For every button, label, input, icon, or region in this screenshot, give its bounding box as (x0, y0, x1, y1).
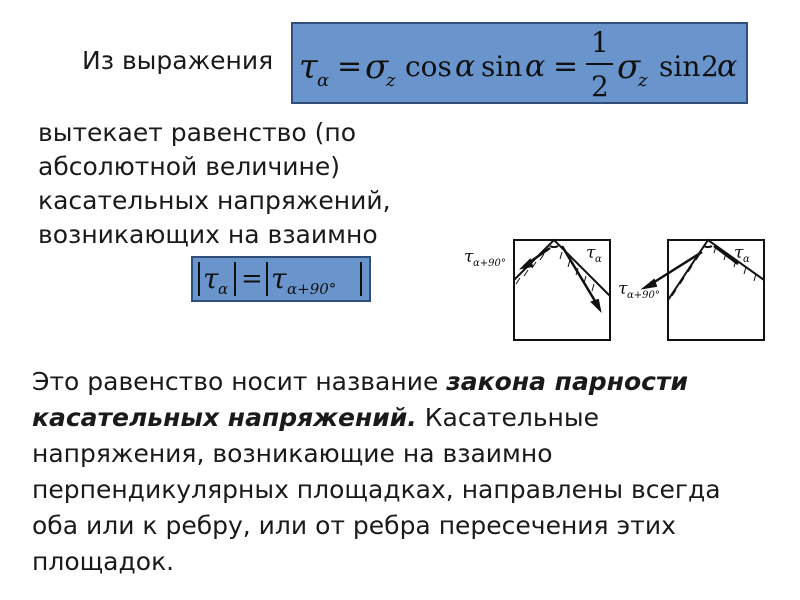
formula-tau: τ (203, 262, 219, 295)
left-hatching (516, 252, 594, 291)
formula-sigma: σ (617, 47, 641, 87)
formula-sigma: σ (365, 47, 389, 87)
left-label-tau-sub: α (595, 254, 602, 265)
left-arrow-head-tau-90 (522, 260, 532, 268)
right-arrow-head-tau-90 (644, 280, 656, 288)
left-label-tau-90: τ (464, 247, 474, 267)
formula-tau-sub: α (317, 70, 330, 91)
formula-frac-denominator: 2 (591, 70, 609, 102)
left-label-tau: τ (586, 243, 596, 263)
formula-shear-stress-svg (293, 24, 746, 102)
formula-alpha: α (525, 49, 546, 84)
right-label-tau-90: τ (618, 279, 628, 299)
formula-sigma-sub: z (386, 70, 396, 91)
left-arrow-head-tau (592, 300, 600, 310)
formula-alpha: α (717, 49, 738, 84)
formula-two: 2 (701, 50, 719, 83)
right-angle-arc (704, 246, 712, 247)
formula-tau: τ (271, 262, 287, 295)
formula-eq2: = (553, 49, 579, 84)
right-label-tau-sub: α (743, 254, 750, 265)
formula-tau-sub: α+90° (287, 280, 337, 298)
right-arrow-tau-90 (648, 252, 702, 286)
formula-equality (191, 256, 371, 302)
formula-shear-stress (291, 22, 748, 104)
formula-sin: sin (481, 50, 523, 83)
left-label-tau-90-sub: α+90° (473, 258, 506, 269)
formula-sigma-sub: z (638, 70, 648, 91)
formula-cos: cos (405, 50, 452, 83)
left-angle-arc (550, 246, 558, 247)
intro-text: Из выражения (82, 46, 274, 75)
law-paragraph (32, 364, 772, 580)
formula-alpha: α (455, 49, 476, 84)
formula-eq: = (241, 264, 263, 294)
shear-stress-figure (458, 232, 800, 348)
figure-svg (458, 232, 800, 348)
formula-sin: sin (659, 50, 701, 83)
formula-equality-svg (193, 258, 369, 300)
law-lead-text: Это равенство носит название (32, 367, 447, 396)
formula-frac-numerator: 1 (591, 26, 609, 59)
right-label-tau: τ (734, 243, 744, 263)
formula-eq1: = (337, 49, 363, 84)
right-label-tau-90-sub: α+90° (627, 290, 660, 301)
formula-tau-sub: α (218, 280, 229, 298)
law-rest-text: Касательные напряжения, возникающие на взаимно перпендикулярных площадках, направлены всегда оба или к ребру, или от ребра пересечения этих площадок. (32, 403, 721, 576)
explanation-paragraph: вытекает равенство (по абсолютной величине) касательных напряжений, возникающих на взаимно (38, 118, 391, 249)
formula-tau: τ (299, 47, 318, 87)
law-name-emphasis: закона парности касательных напряжений. (32, 367, 688, 432)
